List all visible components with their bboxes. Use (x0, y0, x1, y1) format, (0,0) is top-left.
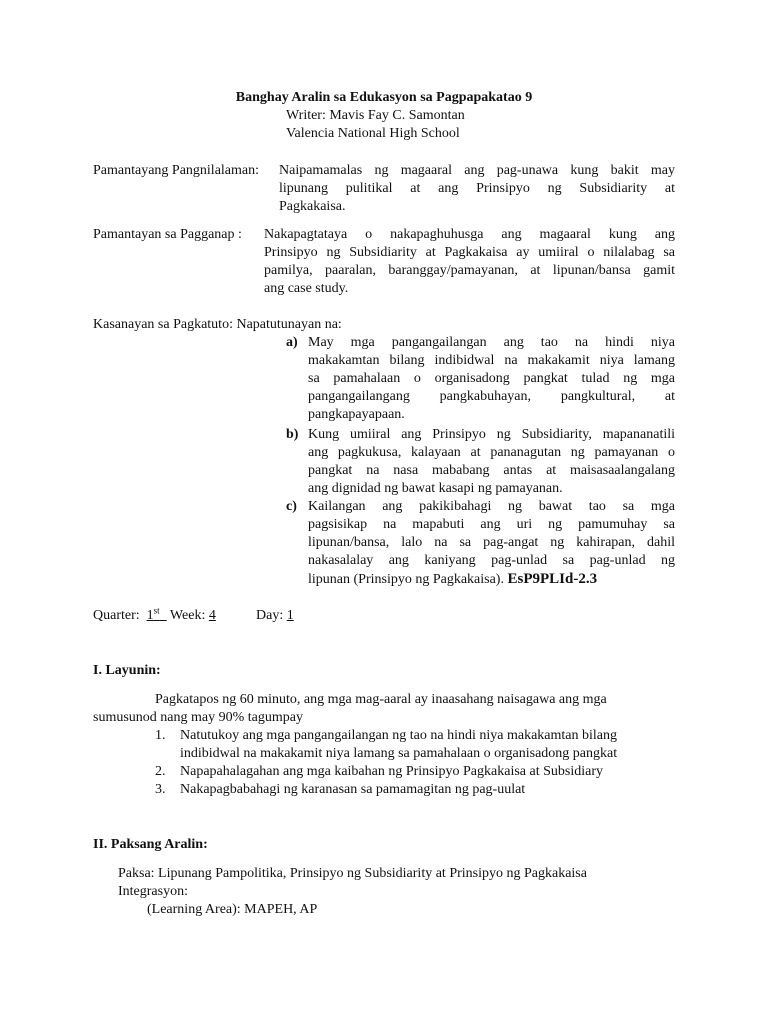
document-title: Banghay Aralin sa Edukasyon sa Pagpapakatao 9 (235, 90, 533, 105)
competency-line: nakasalalay ang kaniyang pag-unlad sa pag-unlad ng (308, 553, 675, 568)
schedule-line (93, 607, 216, 625)
performance-standard-label: Pamantayan sa Pagganap : (93, 227, 242, 242)
learning-area: (Learning Area): MAPEH, AP (147, 902, 318, 917)
layunin-item-1-line-2: indibidwal na makakamit niya lamang sa pamahalaan o organisadong pangkat (180, 746, 618, 761)
quarter-suffix: st (153, 605, 160, 616)
layunin-item-1-line-1: Natutukoy ang mga pangangailangan ng tao na hindi niya makakamtan bilang (180, 728, 617, 743)
competency-line: lipunan (Prinsipyo ng Pagkakaisa). (308, 572, 504, 587)
competency-line-last (308, 570, 675, 589)
performance-standard-line: Prinsipyo ng Subsidiarity at Pagkakaisa ay umiiral o nilalabag sa (264, 245, 675, 260)
competency-item-a (308, 334, 675, 424)
week-value: 4 (208, 608, 216, 623)
week-label: Week: (169, 608, 206, 623)
competency-letter-b: b) (286, 427, 299, 442)
competency-code: EsP9PLId-2.3 (507, 571, 598, 587)
competency-letter-a: a) (286, 335, 298, 350)
quarter-number: 1 (146, 608, 154, 623)
competency-item-b (308, 426, 675, 498)
competency-line: pangangailangang pangkabuhayan, pangkultural, at (308, 389, 675, 404)
competency-item-c (308, 498, 675, 589)
layunin-intro-line-1: Pagkatapos ng 60 minuto, ang mga mag-aaral ay inaasahang naisagawa ang mga (155, 692, 607, 707)
content-standard-line: lipunang pulitikal at ang Prinsipyo ng Subsidiarity at (279, 181, 675, 196)
layunin-item-3: Nakapagbabahagi ng karanasan sa pamamagitan ng pag-uulat (180, 782, 526, 797)
day-label: Day: (256, 608, 284, 623)
performance-standard-line: pamilya, paaralan, baranggay/pamayanan, at lipunan/bansa gamit (264, 263, 675, 278)
day-group (256, 607, 294, 625)
competency-line: pangkapayapaan. (308, 407, 405, 422)
layunin-num-3: 3. (155, 782, 166, 797)
competency-letter-c: c) (286, 499, 297, 514)
competency-line: pagsisikap na mapabuti ang uri ng pamumuhay sa (308, 517, 675, 532)
content-standard-line: Pagkakaisa. (279, 199, 346, 214)
paksa-heading: II. Paksang Aralin: (93, 837, 208, 852)
performance-standard-text (264, 226, 675, 298)
day-value: 1 (286, 608, 294, 623)
competency-line: Kung umiiral ang Prinsipyo ng Subsidiarity, mapananatili (308, 427, 675, 442)
performance-standard-line: ang case study. (264, 281, 349, 296)
layunin-num-1: 1. (155, 728, 166, 743)
competency-line: sa pamahalaan o organisadong pangkat tulad ng mga (308, 371, 675, 386)
competency-line: lipunan/bansa, lalo na sa pag-angat ng kahirapan, dahil (308, 535, 675, 550)
paksa-topic: Paksa: Lipunang Pampolitika, Prinsipyo ng Subsidiarity at Prinsipyo ng Pagkakaisa (118, 866, 587, 881)
competency-label: Kasanayan sa Pagkatuto: Napatutunayan na: (93, 317, 342, 332)
integration-label: Integrasyon: (118, 884, 188, 899)
competency-line: Kailangan ang pakikibahagi ng bawat tao sa mga (308, 499, 675, 514)
layunin-intro-line-2: sumusunod nang may 90% tagumpay (93, 710, 303, 725)
school-line: Valencia National High School (286, 126, 460, 141)
competency-line: ang pagkukusa, kalayaan at pananagutan ng pamayanan o (308, 445, 675, 460)
writer-line: Writer: Mavis Fay C. Samontan (286, 108, 465, 123)
content-standard-text (279, 162, 675, 216)
layunin-num-2: 2. (155, 764, 166, 779)
content-standard-label: Pamantayang Pangnilalaman: (93, 163, 260, 178)
competency-line: May mga pangangailangan ang tao na hindi niya (308, 335, 675, 350)
performance-standard-line: Nakapagtataya o nakapaghuhusga ang magaaral kung ang (264, 227, 675, 242)
quarter-value (146, 605, 167, 623)
quarter-label: Quarter: (93, 608, 140, 623)
competency-line: ang dignidad ng bawat kasapi ng pamayanan. (308, 481, 563, 496)
competency-line: pangkat na nasa mababang antas at maisasaalangalang (308, 463, 675, 478)
content-standard-line: Naipamamalas ng magaaral ang pag-unawa kung bakit may (279, 163, 675, 178)
competency-line: makakamtan bilang indibidwal na makakamit niya lamang (308, 353, 675, 368)
layunin-item-2: Napapahalagahan ang mga kaibahan ng Prinsipyo Pagkakaisa at Subsidiary (180, 764, 603, 779)
layunin-heading: I. Layunin: (93, 663, 161, 678)
